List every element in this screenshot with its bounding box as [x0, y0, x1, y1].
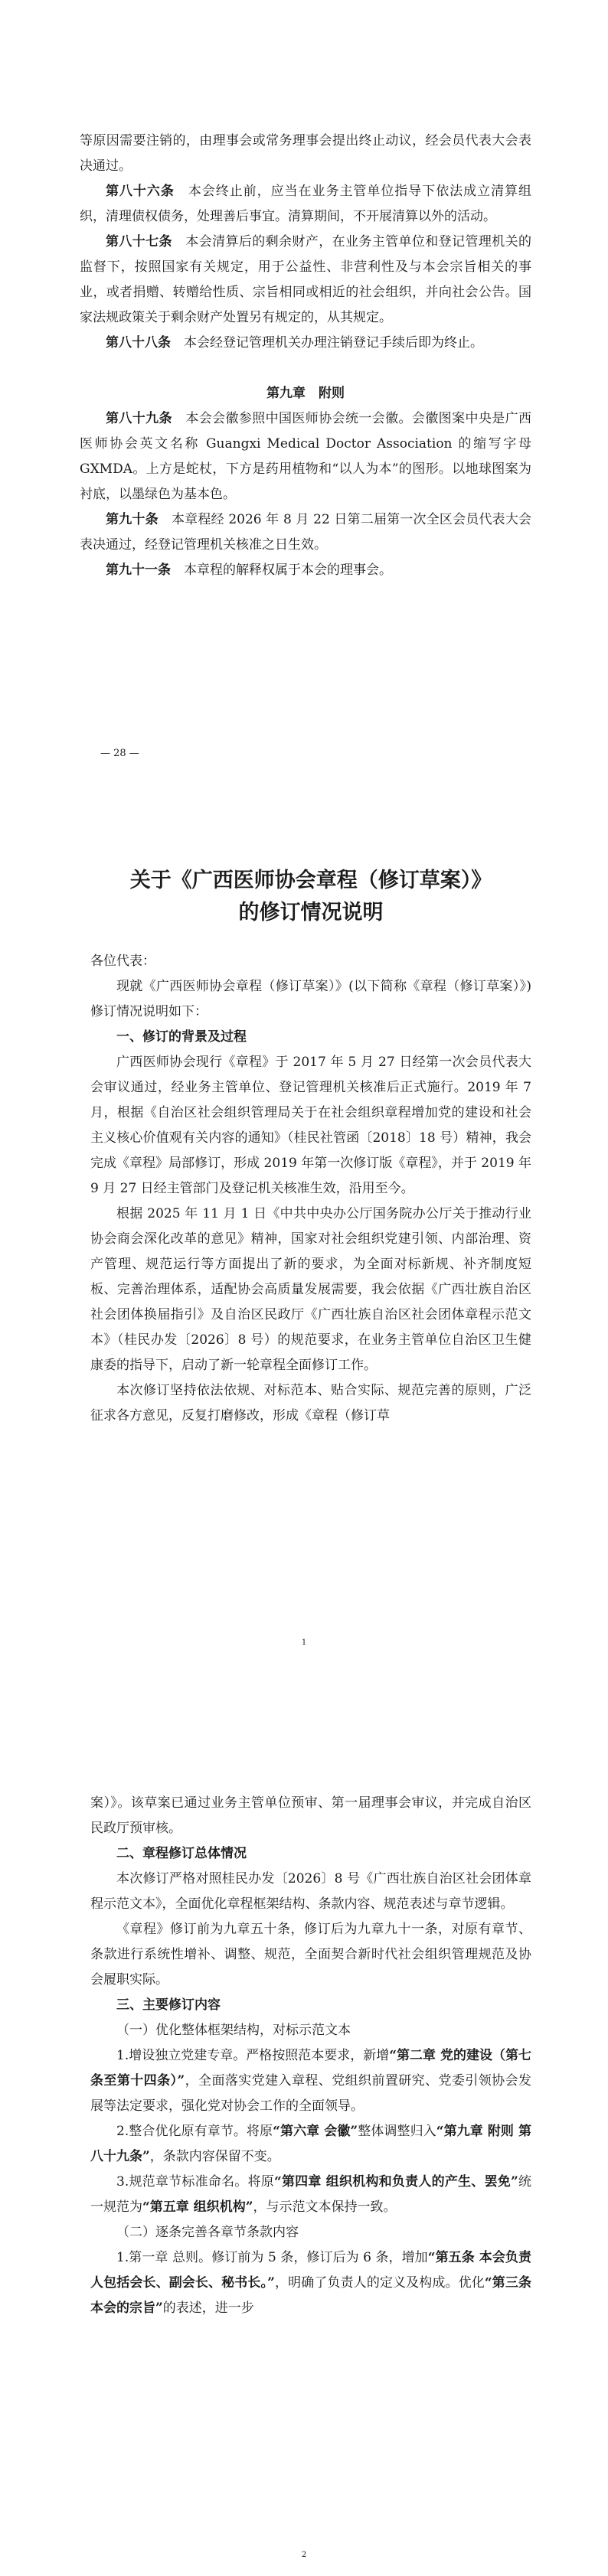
explanation-page-1-body [90, 865, 531, 1429]
item-4-bold-2: “第三条 本会的宗旨” [90, 2275, 532, 2316]
salutation: 各位代表： [90, 954, 155, 969]
article-89-label: 第八十九条 [106, 411, 172, 426]
item-4-bold-1: “第五条 本会负责人包括会长、副会长、秘书长。” [90, 2250, 532, 2291]
explanation-page-2 [0, 1661, 608, 2576]
explanation-page-2-body [90, 1791, 531, 2321]
section-2-paragraph-1: 本次修订严格对照桂民办发〔2026〕8 号《广西壮族自治区社会团体章程示范文本》，全面优化章程框架结构、条款内容、规范表述与章节逻辑。 [90, 1871, 531, 1912]
document-title-line-1: 关于《广西医师协会章程（修订草案）》 [129, 869, 492, 892]
article-90-label: 第九十条 [106, 512, 159, 527]
section-1-paragraph-1: 广西医师协会现行《章程》于 2017 年 5 月 27 日经第一次会员代表大会审议通过，经业务主管单位、登记管理机关核准后正式施行。2019 年 7 月，根据《自治区社会组织管理局关于在社会组织章程增加党的建设和社会主义核心价值观有关内容的通知》（桂民社管函〔2018〕18 号）精神，我会完成《章程》局部修订，形成 2019 年第一次修订版《章程》，并于 2019 年 9 月 27 日经主管部门及登记机关核准生效，沿用至今。 [90, 1055, 531, 1196]
item-4 [90, 2245, 531, 2321]
article-88-label: 第八十八条 [106, 335, 171, 351]
article-90 [80, 507, 531, 558]
subsection-1-heading: （一）优化整体框架结构，对标示范文本 [116, 2023, 351, 2038]
item-2 [90, 2119, 531, 2170]
article-87 [80, 230, 531, 331]
section-1-heading: 一、修订的背景及过程 [116, 1029, 247, 1045]
article-88 [80, 331, 531, 356]
article-90-text: 本章程经 2026 年 8 月 22 日第二届第一次全区会员代表大会表决通过，经登记管理机关核准之日生效。 [80, 512, 532, 553]
section-1-paragraph-2: 根据 2025 年 11 月 1 日《中共中央办公厅国务院办公厅关于推动行业协会商会深化改革的意见》精神，国家对社会组织党建引领、内部治理、资产管理、规范运行等方面提出了新的要求，为全面对标新规、补齐制度短板、完善治理体系，适配协会高质量发展需要，我会依据《广西壮族自治区社会团体换届指引》及自治区民政厅《广西壮族自治区社会团体章程示范文本》（桂民办发〔2026〕8 号）的规范要求，在业务主管单位自治区卫生健康委的指导下，启动了新一轮章程全面修订工作。 [90, 1206, 531, 1373]
section-1-paragraph-3: 本次修订坚持依法依规、对标范本、贴合实际、规范完善的原则，广泛征求各方意见，反复打磨修改，形成《章程（修订草 [90, 1383, 531, 1423]
item-2-text-end: ，条款内容保留不变。 [149, 2149, 280, 2164]
article-91 [80, 558, 531, 583]
item-3-text: 3.规范章节标准命名。将原 [116, 2174, 274, 2190]
article-88-text: 本会经登记管理机关办理注销登记手续后即为终止。 [184, 335, 483, 351]
article-86-label: 第八十六条 [106, 184, 175, 199]
page-28-body [80, 129, 531, 583]
item-2-text-mid: 整体调整归入 [358, 2124, 436, 2139]
article-86 [80, 179, 531, 230]
item-4-text-mid: ，明确了负责人的定义及构成。优化 [274, 2275, 485, 2291]
chapter-9-heading: 第九章 附则 [266, 386, 345, 401]
page-number: 1 [301, 1639, 307, 1647]
explanation-page-1 [0, 788, 608, 1661]
item-1-bold: “第二章 党的建设（第七条至第十四条）” [90, 2048, 531, 2089]
article-87-text: 本会清算后的剩余财产，在业务主管单位和登记管理机关的监督下，按照国家有关规定，用于公益性、非营利性及与本会宗旨相关的事业，或者捐赠、转赠给性质、宗旨相同或相近的社会组织，并向社会公告。国家法规政策关于剩余财产处置另有规定的，从其规定。 [80, 234, 532, 325]
item-3-bold-1: “第四章 组织机构和负责人的产生、罢免” [273, 2174, 518, 2190]
paragraph-continued: 等原因需要注销的，由理事会或常务理事会提出终止动议，经会员代表大会表决通过。 [80, 133, 531, 174]
item-1-text-end: ，全面落实党建入章程、党组织前置研究、党委引领协会发展等法定要求，强化党对协会工作的全面领导。 [90, 2073, 532, 2114]
page-28 [0, 0, 608, 788]
article-86-text: 本会终止前，应当在业务主管单位指导下依法成立清算组织，清理债权债务，处理善后事宜。清算期间，不开展清算以外的活动。 [80, 184, 532, 224]
section-2-paragraph-2: 《章程》修订前为九章五十条，修订后为九章九十一条，对原有章节、条款进行系统性增补、调整、规范，全面契合新时代社会组织管理规范及协会履职实际。 [90, 1922, 531, 1987]
item-2-bold-1: “第六章 会徽” [273, 2124, 358, 2139]
item-2-bold-2: “第九章 附则 第八十九条” [90, 2124, 531, 2164]
item-3 [90, 2170, 531, 2220]
article-87-label: 第八十七条 [106, 234, 172, 249]
page-number: — 28 — [100, 748, 139, 759]
section-3-heading: 三、主要修订内容 [116, 1997, 221, 2013]
item-3-text-end: ，与示范文本保持一致。 [253, 2199, 397, 2215]
item-4-text-end: 的表述，进一步 [162, 2300, 254, 2316]
article-91-text: 本章程的解释权属于本会的理事会。 [184, 562, 392, 578]
item-1-text: 1.增设独立党建专章。严格按照范本要求，新增 [116, 2048, 390, 2063]
intro-paragraph: 现就《广西医师协会章程（修订草案）》(以下简称《章程（修订草案）》)修订情况说明如下： [90, 979, 531, 1019]
article-89 [80, 406, 531, 507]
subsection-2-heading: （二）逐条完善各章节条款内容 [116, 2225, 299, 2240]
document-title-line-2: 的修订情况说明 [238, 901, 384, 924]
article-89-text: 本会会徽参照中国医师协会统一会徽。会徽图案中央是广西医师协会英文名称 Guangxi Medical Doctor Association 的缩写字母 GXMDA。上方是蛇杖，下方是药用植物和“以人为本”的图形。以地球图案为衬底，以墨绿色为基本色。 [80, 411, 532, 502]
paragraph-continued: 案）》。该草案已通过业务主管单位预审、第一届理事会审议，并完成自治区民政厅预审核。 [90, 1795, 531, 1836]
item-3-text-mid: 统一规范为 [90, 2174, 531, 2215]
item-1 [90, 2043, 531, 2119]
item-2-text: 2.整合优化原有章节。将原 [116, 2124, 273, 2139]
item-4-text: 1.第一章 总则。修订前为 5 条，修订后为 6 条，增加 [116, 2250, 428, 2265]
page-number: 2 [301, 2551, 307, 2559]
item-3-bold-2: “第五章 组织机构” [142, 2199, 253, 2215]
section-2-heading: 二、章程修订总体情况 [116, 1846, 247, 1861]
article-91-label: 第九十一条 [106, 562, 171, 578]
